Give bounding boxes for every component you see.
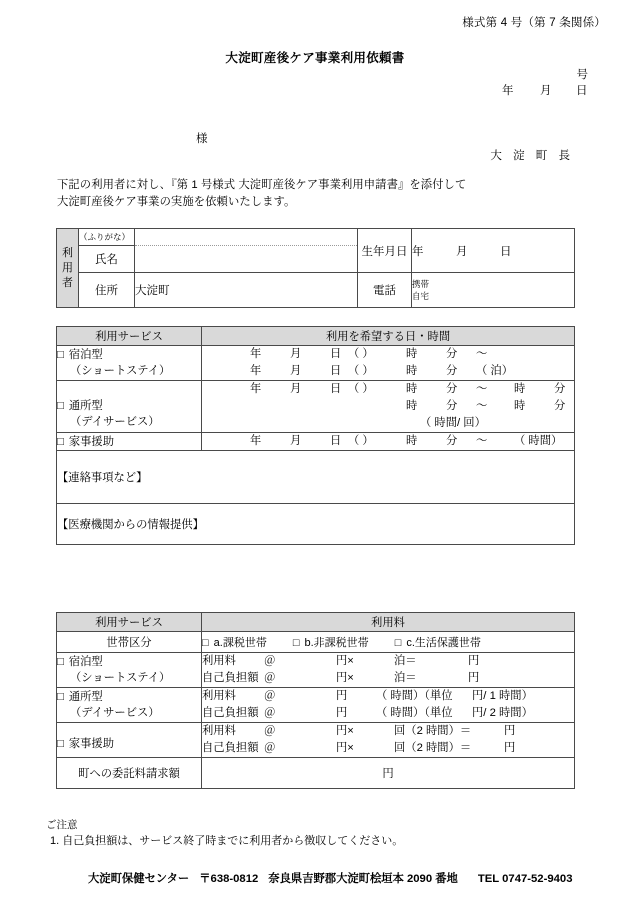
- day-l2-minute: 分: [446, 400, 458, 412]
- schedule-housework-line-1: [202, 433, 574, 450]
- birth-year-label: 年: [412, 245, 424, 258]
- fee-stay-l2-at: ＠: [264, 672, 276, 684]
- fee-stay-l2-label: 自己負担額: [202, 672, 259, 684]
- checkbox-fee-day[interactable]: □: [57, 691, 64, 703]
- footer-contact: [88, 870, 572, 886]
- birthdate-label: 生年月日: [358, 229, 412, 273]
- day-l2-hour2: 時: [514, 400, 526, 412]
- stay-l2-day: 日: [330, 365, 342, 377]
- fee-hw-l2-yen: 円×: [336, 742, 354, 754]
- household-option-c[interactable]: [395, 634, 481, 650]
- fee-service-day-label: 通所型: [68, 691, 103, 703]
- schedule-stay-line-1: [202, 346, 574, 363]
- day-l2-tilde: 〜: [476, 400, 488, 412]
- stay-l2-month: 月: [290, 365, 302, 377]
- checkbox-household-b[interactable]: □: [292, 637, 300, 649]
- contact-notes-field[interactable]: [57, 451, 575, 504]
- fee-hw-l2-total: 円: [504, 742, 516, 754]
- fee-stay-line-2: [202, 670, 574, 687]
- birthdate-input[interactable]: [412, 229, 575, 273]
- fee-service-housework-label: 家事援助: [68, 738, 115, 750]
- fee-hw-l1-yen: 円×: [336, 725, 354, 737]
- fee-hw-l1-total: 円: [504, 725, 516, 737]
- fee-day-l1-label: 利用料: [202, 690, 236, 702]
- table-row: [57, 229, 575, 246]
- household-option-a[interactable]: [202, 634, 267, 650]
- telephone-home-label: 自宅: [412, 291, 430, 301]
- table-row: [57, 433, 575, 451]
- hw-l1-hours: （ 時間）: [514, 435, 563, 447]
- fee-day-l2-at: ＠: [264, 707, 276, 719]
- telephone-input[interactable]: [412, 273, 575, 308]
- table-row: [57, 381, 575, 433]
- fee-head-service: 利用サービス: [57, 613, 202, 632]
- address-label: 住所: [79, 273, 135, 308]
- stay-l1-month: 月: [290, 348, 302, 360]
- stay-l1-weekday: （ ）: [348, 348, 374, 360]
- schedule-datetime-stay[interactable]: [202, 346, 575, 381]
- checkbox-day[interactable]: □: [57, 399, 64, 412]
- fee-hw-l2-at: ＠: [264, 742, 276, 754]
- telephone-label: 電話: [358, 273, 412, 308]
- intro-line-1: 下記の利用者に対し、『第 1 号様式 大淀町産後ケア事業利用申請書』を添付して: [57, 179, 467, 191]
- fee-table: [56, 612, 575, 789]
- fee-stay-l2-total: 円: [468, 672, 480, 684]
- name-label: 氏名: [79, 246, 135, 273]
- fee-service-housework[interactable]: [57, 723, 202, 758]
- commission-total-value[interactable]: 円: [202, 758, 575, 789]
- fee-day-l1-unit: （ 時間）（単位: [376, 690, 453, 702]
- day-l1-minute2: 分: [554, 383, 566, 395]
- office-telephone: TEL 0747-52-9403: [477, 873, 573, 885]
- applicant-table: [56, 228, 575, 308]
- schedule-service-day-label: 通所型: [68, 399, 103, 412]
- fee-day-l2-unit: （ 時間）（単位: [376, 707, 453, 719]
- fee-amounts-housework[interactable]: [202, 723, 575, 758]
- checkbox-household-a[interactable]: □: [202, 637, 209, 649]
- schedule-service-stay-label: 宿泊型: [68, 349, 103, 361]
- medical-info-field[interactable]: [57, 504, 575, 545]
- hw-l1-day: 日: [330, 435, 342, 447]
- fee-hw-l1-at: ＠: [264, 725, 276, 737]
- furigana-input[interactable]: [135, 229, 358, 246]
- day-l2-hour: 時: [406, 400, 418, 412]
- date-year-label: 年: [502, 85, 514, 97]
- fee-head-fee: 利用料: [202, 613, 575, 632]
- table-row: [57, 723, 575, 758]
- stay-l1-tilde: 〜: [476, 348, 488, 360]
- fee-day-line-2: [202, 705, 574, 722]
- schedule-datetime-day[interactable]: [202, 381, 575, 433]
- table-row: [57, 653, 575, 688]
- office-address: 奈良県吉野郡大淀町桧垣本 2090 番地: [268, 873, 458, 885]
- hw-l1-year: 年: [250, 435, 262, 447]
- fee-service-stay[interactable]: [57, 653, 202, 688]
- fee-stay-l1-yen: 円×: [336, 655, 354, 667]
- fee-day-l1-yen: 円: [336, 690, 348, 702]
- table-header-row: [57, 327, 575, 346]
- schedule-day-line-2: [202, 398, 574, 415]
- fee-stay-l1-at: ＠: [264, 655, 276, 667]
- fee-day-l2-yen: 円: [336, 707, 348, 719]
- hw-l1-minute: 分: [446, 435, 458, 447]
- checkbox-fee-stay[interactable]: □: [57, 656, 64, 668]
- day-l1-day: 日: [330, 383, 342, 395]
- stay-l2-minute: 分: [446, 365, 458, 377]
- notice-label: ご注意: [46, 819, 78, 831]
- postal-code: 〒638-0812: [199, 873, 259, 885]
- birth-month-label: 月: [456, 245, 468, 258]
- issuer-name: 大 淀 町 長: [490, 150, 574, 162]
- intro-paragraph: [57, 177, 466, 211]
- telephone-mobile-label: 携帯: [412, 279, 430, 289]
- stay-l1-year: 年: [250, 348, 262, 360]
- stay-l2-year: 年: [250, 365, 262, 377]
- commission-total-label: 町への委託料請求額: [57, 758, 202, 789]
- table-row: [57, 504, 575, 545]
- intro-line-2: 大淀町産後ケア事業の実施を依頼いたします。: [57, 196, 296, 208]
- form-code: 様式第 4 号（第 7 条関係）: [462, 17, 606, 29]
- schedule-head-service: 利用サービス: [57, 327, 202, 346]
- fee-stay-l1-unit: 泊＝: [394, 655, 417, 667]
- table-row: [57, 758, 575, 789]
- stay-l2-weekday: （ ）: [348, 365, 374, 377]
- schedule-table: [56, 326, 575, 545]
- fee-hw-l2-unit: 回（2 時間）＝: [394, 742, 472, 754]
- fee-stay-l1-total: 円: [468, 655, 480, 667]
- page-title: 大淀町産後ケア事業利用依頼書: [225, 51, 405, 65]
- stay-l2-hour: 時: [406, 365, 418, 377]
- schedule-service-housework-label: 家事援助: [68, 435, 115, 448]
- contact-notes-label: 【連絡事項など】: [57, 472, 148, 484]
- hw-l1-weekday: （ ）: [348, 435, 374, 447]
- household-option-b-label: b.非課税世帯: [304, 637, 369, 649]
- table-header-row: [57, 613, 575, 632]
- fee-housework-line-2: [202, 740, 574, 757]
- medical-info-label: 【医療機関からの情報提供】: [57, 519, 204, 531]
- checkbox-fee-housework[interactable]: □: [57, 738, 64, 750]
- date-day-label: 日: [576, 85, 588, 97]
- fee-day-l2-rate: 円/ 2 時間）: [472, 707, 533, 719]
- fee-day-l1-at: ＠: [264, 690, 276, 702]
- schedule-stay-line-2: [202, 363, 574, 380]
- applicant-section-label-text: 利用者: [62, 246, 73, 289]
- hw-l1-month: 月: [290, 435, 302, 447]
- household-option-a-label: a.課税世帯: [213, 637, 267, 649]
- fee-day-line-1: [202, 688, 574, 705]
- hw-l1-tilde: 〜: [476, 435, 488, 447]
- checkbox-housework[interactable]: □: [57, 435, 64, 448]
- addressee-honorific: 様: [196, 133, 208, 145]
- day-l2-minute2: 分: [554, 400, 566, 412]
- date-month-label: 月: [540, 85, 552, 97]
- schedule-day-line-1: [202, 381, 574, 398]
- household-option-c-label: c.生活保護世帯: [406, 637, 481, 649]
- schedule-day-line-3: [202, 415, 574, 432]
- household-option-b[interactable]: [293, 634, 369, 650]
- fee-amounts-day[interactable]: [202, 688, 575, 723]
- fee-hw-l1-unit: 回（2 時間）＝: [394, 725, 472, 737]
- health-center-name: 大淀町保健センター: [88, 873, 190, 885]
- table-row: [57, 346, 575, 381]
- document-date-line: [502, 82, 588, 98]
- stay-l2-nights: （ 泊）: [476, 365, 514, 377]
- stay-l1-minute: 分: [446, 348, 458, 360]
- schedule-service-housework[interactable]: [57, 433, 202, 451]
- fee-day-l1-rate: 円/ 1 時間）: [472, 690, 533, 702]
- hw-l1-hour: 時: [406, 435, 418, 447]
- fee-day-l2-label: 自己負担額: [202, 707, 259, 719]
- schedule-service-day[interactable]: [57, 381, 202, 433]
- fee-stay-l2-unit: 泊＝: [394, 672, 417, 684]
- table-row: [57, 451, 575, 504]
- schedule-service-stay-sub: （ショートステイ）: [70, 365, 171, 377]
- fee-amounts-stay[interactable]: [202, 653, 575, 688]
- fee-service-stay-label: 宿泊型: [68, 656, 103, 668]
- day-l1-year: 年: [250, 383, 262, 395]
- day-l3-hours-count: （ 時間/ 回）: [420, 417, 486, 429]
- day-l1-month: 月: [290, 383, 302, 395]
- stay-l1-day: 日: [330, 348, 342, 360]
- birth-day-label: 日: [500, 245, 512, 258]
- schedule-head-datetime: 利用を希望する日・時間: [202, 327, 575, 346]
- fee-stay-l2-yen: 円×: [336, 672, 354, 684]
- day-l1-tilde: 〜: [476, 383, 488, 395]
- table-row: [57, 273, 575, 308]
- fee-stay-l1-label: 利用料: [202, 655, 236, 667]
- day-l1-hour2: 時: [514, 383, 526, 395]
- schedule-datetime-housework[interactable]: [202, 433, 575, 451]
- day-l1-weekday: （ ）: [348, 383, 374, 395]
- fee-stay-line-1: [202, 653, 574, 670]
- notice-item-1: 1. 自己負担額は、サービス終了時までに利用者から徴収してください。: [50, 835, 404, 847]
- fee-service-stay-sub: （ショートステイ）: [70, 672, 171, 684]
- day-l1-hour: 時: [406, 383, 418, 395]
- schedule-service-day-sub: （デイサービス）: [70, 415, 160, 428]
- table-row: [57, 632, 575, 653]
- fee-service-day-sub: （デイサービス）: [70, 707, 160, 719]
- checkbox-household-c[interactable]: □: [394, 637, 402, 649]
- document-number-line: 号: [576, 69, 588, 81]
- furigana-label: （ふりがな）: [79, 229, 135, 246]
- fee-housework-line-1: [202, 723, 574, 740]
- notice-block: [46, 817, 403, 849]
- checkbox-stay[interactable]: □: [57, 349, 64, 361]
- fee-hw-l2-label: 自己負担額: [202, 742, 259, 754]
- schedule-service-stay[interactable]: [57, 346, 202, 381]
- name-input[interactable]: [135, 246, 358, 273]
- household-type-label: 世帯区分: [57, 632, 202, 653]
- table-row: [57, 688, 575, 723]
- household-type-options[interactable]: [202, 632, 575, 653]
- stay-l1-hour: 時: [406, 348, 418, 360]
- day-l1-minute: 分: [446, 383, 458, 395]
- applicant-section-label: [57, 229, 79, 308]
- fee-hw-l1-label: 利用料: [202, 725, 236, 737]
- fee-service-day[interactable]: [57, 688, 202, 723]
- address-input[interactable]: 大淀町: [135, 273, 358, 308]
